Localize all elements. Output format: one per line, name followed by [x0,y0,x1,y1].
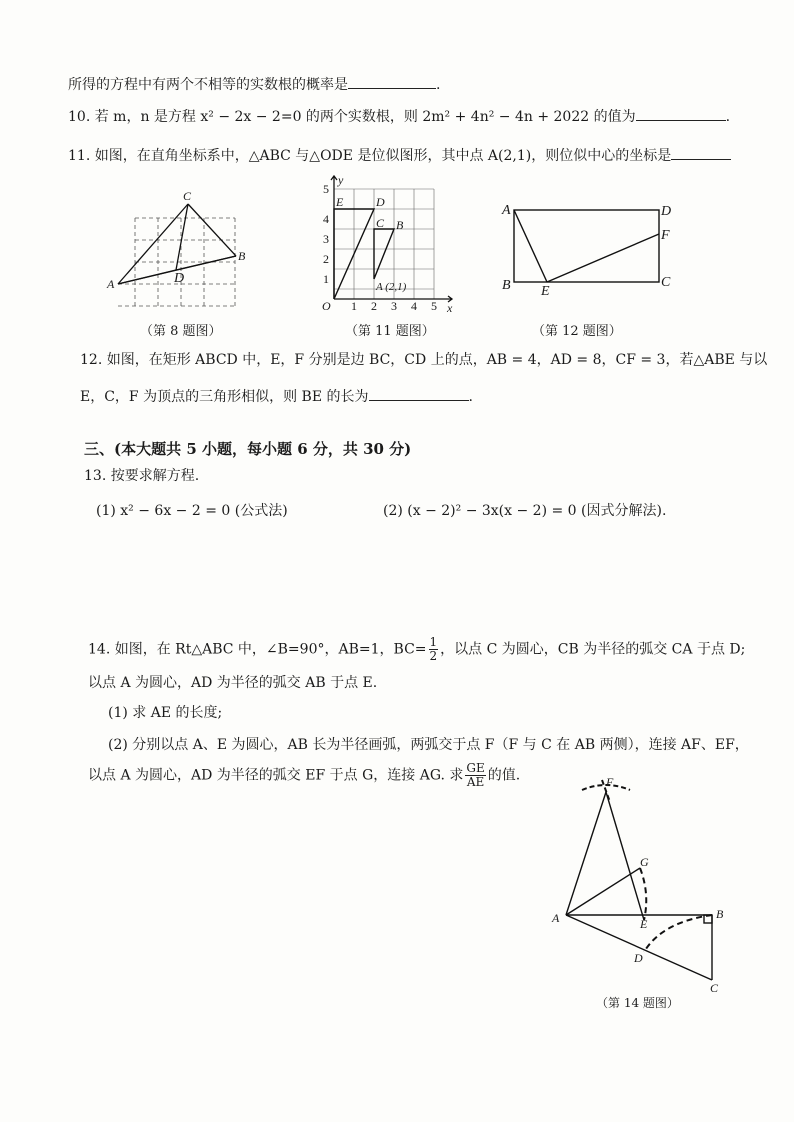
q14-line4-end: 的值. [487,767,521,784]
figure-11-tick-y3: 3 [323,232,329,246]
q13-title: 13. 按要求解方程. [84,468,200,484]
q12-prompt: E，C，F 为顶点的三角形相似，则 BE 的长为 [80,389,369,405]
figure-11-tick-y5: 5 [323,182,329,196]
figure-12-label-b: B [502,278,511,293]
figure-11-tick-x1: 1 [351,299,357,313]
figure-12-label-e: E [541,284,550,299]
figure-12-label-c: C [661,275,671,290]
figure-11-label-b: B [396,218,404,232]
q10-answer-blank [636,106,726,121]
figure-11-tick-y1: 1 [323,272,329,286]
figure-11-caption: （第 11 题图） [345,324,435,339]
figure-8-label-c: C [183,189,192,203]
figure-14-dashed-arcs [640,868,712,952]
q14-ratio-num: GE [466,761,485,775]
figure-12-label-a: A [502,203,511,218]
figure-8-label-b: B [238,249,246,263]
q14-line1-start: 14. 如图，在 Rt△ABC 中，∠B=90°，AB=1，BC= [88,641,427,658]
figure-11 [312,172,462,317]
figure-11-tick-x3: 3 [391,299,397,313]
figure-14-label-a: A [552,911,560,925]
q12-answer-blank [369,386,469,401]
figure-12-caption: （第 12 题图） [532,324,622,339]
q10-text: 10. 若 m，n 是方程 x² − 2x − 2=0 的两个实数根，则 2m² + 4n² − 4n + 2022 的值为 . [68,106,730,126]
q14-line2: 以点 A 为圆心，AD 为半径的弧交 AB 于点 E. [88,675,378,691]
q14-frac-den: 2 [429,649,438,663]
figure-12-label-f: F [661,228,670,243]
q14-ratio-den: AE [466,775,485,789]
q9-answer-blank [348,74,436,89]
q14-part2: (2) 分别以点 A、E 为圆心，AB 长为半径画弧，两弧交于点 F（F 与 C 在 AB 两侧），连接 AF、EF， [108,737,749,753]
figure-12-label-d: D [661,204,672,219]
q14-line4 [88,762,520,789]
figure-8-label-d: D [174,271,185,286]
q11-answer-blank [671,145,731,160]
q14-bc-fraction [429,636,439,663]
q14-ratio-fraction [465,762,485,789]
q13-part1: (1) x² − 6x − 2 = 0 (公式法) [96,503,288,519]
figure-11-tick-x5: 5 [431,299,437,313]
figure-14-caption: （第 14 题图） [596,996,679,1010]
figure-11-label-c: C [376,216,385,230]
figure-14-label-d: D [634,951,643,965]
q13-part2: (2) (x − 2)² − 3x(x − 2) = 0 (因式分解法). [383,503,667,519]
figure-14-label-b: B [716,907,724,921]
q9-text: 所得的方程中有两个不相等的实数根的概率是 . [68,74,440,94]
figure-12-rectangle [514,210,659,282]
q14-line1 [88,636,745,663]
figure-14-label-c: C [710,981,719,995]
figure-11-x-axis-label: x [447,301,453,315]
q14-frac-num: 1 [429,635,438,649]
figure-14-label-f: F [606,775,614,789]
figure-11-label-a: A (2,1) [376,281,407,293]
q11-text [68,145,731,165]
q10-prompt: 10. 若 m，n 是方程 x² − 2x − 2=0 的两个实数根，则 2m² + 4n² − 4n + 2022 的值为 [68,109,636,125]
q12-line1: 12. 如图，在矩形 ABCD 中，E，F 分别是边 BC，CD 上的点，AB = 4，AD = 8，CF = 3，若△ABE 与以 [80,352,768,368]
figure-8 [100,190,260,320]
figure-14-label-e: E [640,917,648,931]
figure-14-label-g: G [640,855,649,869]
figure-8-caption: （第 8 题图） [140,324,222,339]
figure-11-tick-x4: 4 [411,299,417,313]
figure-11-label-e: E [336,195,344,209]
figure-12 [500,200,680,299]
figure-11-tick-x2: 2 [371,299,377,313]
figure-11-tick-y2: 2 [323,252,329,266]
q14-line4-start: 以点 A 为圆心，AD 为半径的弧交 EF 于点 G，连接 AG. 求 [88,767,464,784]
figure-11-label-d: D [376,195,385,209]
q14-part1: (1) 求 AE 的长度; [108,705,223,721]
q9-prompt: 所得的方程中有两个不相等的实数根的概率是 [68,77,348,93]
figure-8-dashed-grid [118,218,235,306]
q12-line2: E，C，F 为顶点的三角形相似，则 BE 的长为 . [80,386,473,406]
figure-11-tick-y4: 4 [323,212,329,226]
q11-prompt: 11. 如图，在直角坐标系中，△ABC 与△ODE 是位似图形，其中点 A(2,1)，则位似中心的坐标是 [68,148,672,164]
figure-8-label-a: A [107,277,115,291]
q14-line1-end: ，以点 C 为圆心，CB 为半径的弧交 CA 于点 D; [440,641,746,658]
section-3-title: 三、(本大题共 5 小题，每小题 6 分，共 30 分) [84,440,412,458]
figure-11-origin-label: O [322,299,331,313]
figure-11-y-axis-label: y [338,173,344,187]
figure-14 [544,772,734,995]
